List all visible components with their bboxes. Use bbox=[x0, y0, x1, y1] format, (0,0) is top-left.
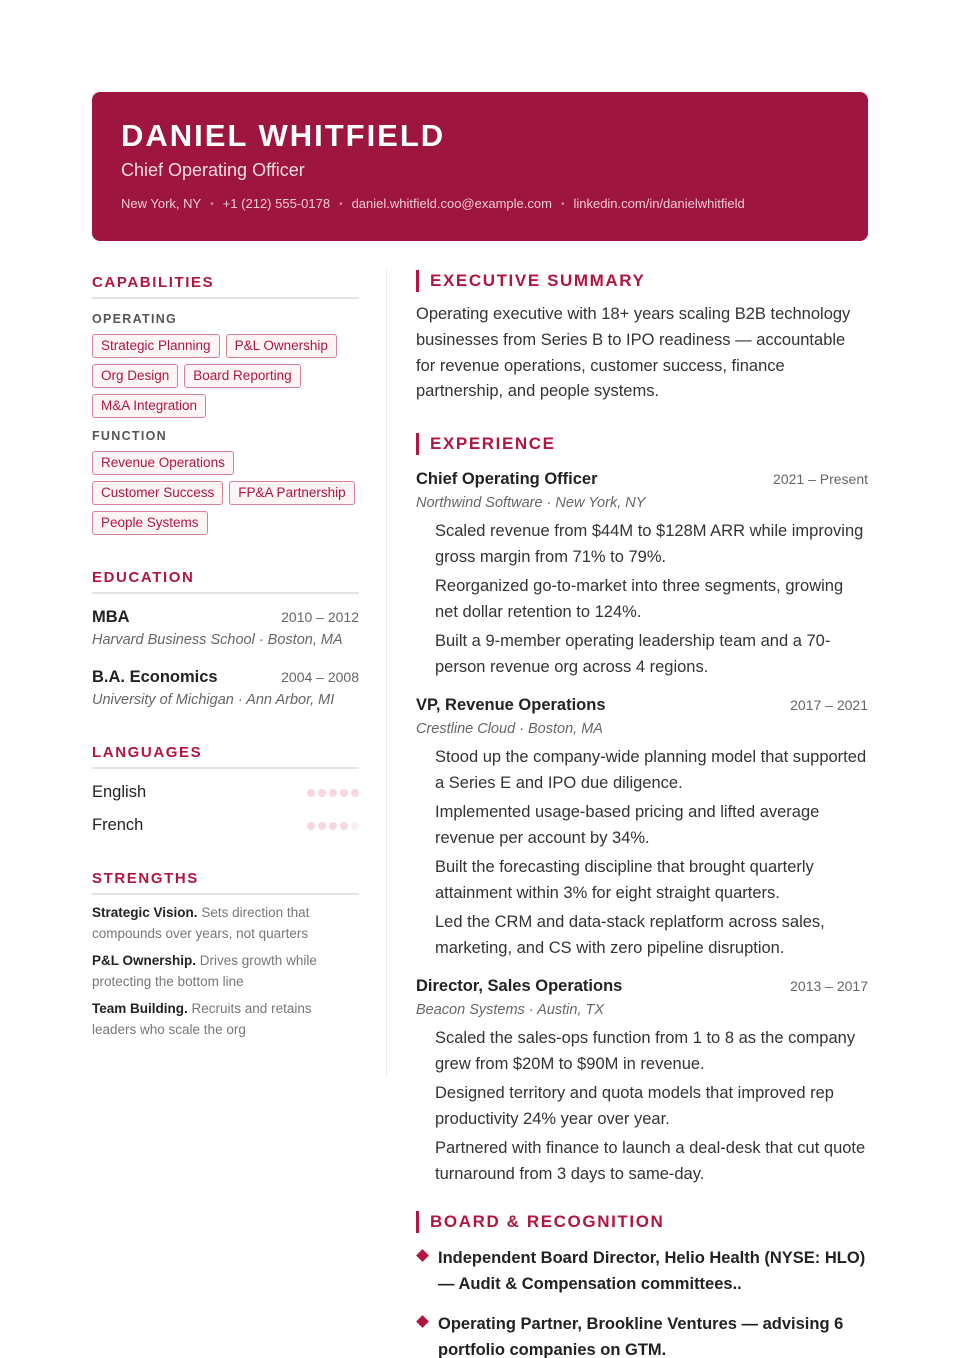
experience-heading bbox=[416, 433, 868, 455]
job-entry bbox=[416, 468, 868, 680]
languages-section bbox=[92, 742, 359, 842]
job-dates: 2013 – 2017 bbox=[790, 978, 868, 995]
strength-name: P&L Ownership. bbox=[92, 953, 197, 968]
contact-phone[interactable]: +1 (212) 555-0178 bbox=[222, 196, 331, 211]
heading-accent-bar bbox=[416, 270, 419, 292]
languages-heading: LANGUAGES bbox=[92, 742, 359, 769]
board-item bbox=[416, 1245, 868, 1297]
strength-name: Team Building. bbox=[92, 1001, 188, 1016]
level-dot-filled bbox=[340, 789, 348, 797]
job-bullet: Built a 9-member operating leadership team and a 70-person revenue org across 4 regions. bbox=[435, 632, 831, 676]
board-heading-text: BOARD & RECOGNITION bbox=[430, 1212, 665, 1232]
capability-tag: Board Reporting bbox=[184, 364, 300, 388]
summary-heading bbox=[416, 270, 868, 292]
job-dates: 2021 – Present bbox=[773, 471, 868, 488]
left-column bbox=[92, 272, 359, 1040]
strengths-section bbox=[92, 868, 359, 1040]
capability-tag: Strategic Planning bbox=[92, 334, 220, 358]
language-name: French bbox=[92, 816, 144, 834]
job-company: Northwind Software · New York, NY bbox=[416, 495, 646, 512]
diamond-bullet-icon bbox=[416, 1249, 429, 1262]
job-entry bbox=[416, 694, 868, 961]
job-title: Director, Sales Operations bbox=[416, 977, 623, 996]
job-bullets bbox=[416, 1026, 868, 1187]
level-dot-empty bbox=[351, 822, 359, 830]
job-bullets bbox=[416, 745, 868, 961]
language-name: English bbox=[92, 783, 147, 801]
contact-location: New York, NY bbox=[121, 196, 202, 211]
education-item bbox=[92, 606, 359, 650]
contact-separator: • bbox=[560, 199, 565, 210]
level-dot-filled bbox=[340, 822, 348, 830]
job-entry bbox=[416, 975, 868, 1187]
summary-section bbox=[416, 270, 868, 405]
candidate-role: Chief Operating Officer bbox=[121, 160, 305, 180]
job-title: Chief Operating Officer bbox=[416, 470, 598, 489]
education-years: 2004 – 2008 bbox=[281, 669, 359, 685]
summary-text: Operating executive with 18+ years scaling B2B technology businesses from Series B to IPO readiness — accountable for revenue operations, customer success, finance partnership, and people systems. bbox=[416, 305, 851, 401]
education-degree: B.A. Economics bbox=[92, 668, 218, 686]
job-bullet: Stood up the company-wide planning model that supported a Series E and IPO due diligence. bbox=[435, 748, 867, 792]
board-heading bbox=[416, 1211, 868, 1233]
contact-line bbox=[121, 195, 839, 214]
level-dot-filled bbox=[329, 789, 337, 797]
strengths-heading: STRENGTHS bbox=[92, 868, 359, 895]
contact-linkedin[interactable]: linkedin.com/in/danielwhitfield bbox=[573, 196, 745, 211]
right-column bbox=[416, 270, 868, 1358]
strength-desc: Recruits and retains leaders who scale the org bbox=[92, 1001, 312, 1037]
board-list bbox=[416, 1245, 868, 1358]
capability-group-label: FUNCTION bbox=[92, 429, 167, 443]
board-section bbox=[416, 1211, 868, 1358]
experience-heading-text: EXPERIENCE bbox=[430, 434, 556, 454]
summary-heading-text: EXECUTIVE SUMMARY bbox=[430, 271, 646, 290]
language-row bbox=[92, 809, 359, 842]
capability-tag: M&A Integration bbox=[92, 394, 206, 418]
column-divider bbox=[386, 270, 387, 1076]
experience-section bbox=[416, 433, 868, 1187]
strength-item bbox=[92, 999, 359, 1040]
level-dot-filled bbox=[318, 789, 326, 797]
capabilities-section bbox=[92, 272, 359, 535]
job-dates: 2017 – 2021 bbox=[790, 697, 868, 714]
language-row bbox=[92, 776, 359, 809]
job-bullet: Implemented usage-based pricing and lifted average revenue per account by 34%. bbox=[435, 803, 820, 847]
level-dot-filled bbox=[329, 822, 337, 830]
capability-tags bbox=[92, 334, 359, 418]
education-school: University of Michigan · Ann Arbor, MI bbox=[92, 692, 335, 708]
education-heading: EDUCATION bbox=[92, 567, 359, 594]
capability-tag: Org Design bbox=[92, 364, 178, 388]
strength-desc: Drives growth while protecting the bottom line bbox=[92, 953, 317, 989]
heading-accent-bar bbox=[416, 1211, 419, 1233]
capability-tag: P&L Ownership bbox=[226, 334, 337, 358]
job-company: Crestline Cloud · Boston, MA bbox=[416, 721, 603, 738]
contact-email[interactable]: daniel.whitfield.coo@example.com bbox=[351, 196, 552, 211]
education-section bbox=[92, 567, 359, 710]
heading-accent-bar bbox=[416, 433, 419, 455]
level-dot-filled bbox=[351, 789, 359, 797]
capability-group-label: OPERATING bbox=[92, 312, 178, 326]
contact-separator: • bbox=[339, 199, 343, 210]
capability-tags bbox=[92, 451, 359, 535]
education-years: 2010 – 2012 bbox=[281, 609, 359, 625]
board-item-text: Independent Board Director, Helio Health (NYSE: HLO) — Audit & Compensation committees.. bbox=[438, 1249, 866, 1294]
job-bullet: Scaled revenue from $44M to $128M ARR while improving gross margin from 71% to 79%. bbox=[435, 522, 864, 566]
strength-item bbox=[92, 903, 359, 944]
job-bullet: Led the CRM and data-stack replatform across sales, marketing, and CS with zero pipeline disruption. bbox=[435, 913, 825, 957]
diamond-bullet-icon bbox=[416, 1315, 429, 1328]
job-bullet: Partnered with finance to launch a deal-desk that cut quote turnaround from 3 days to same-day. bbox=[435, 1139, 866, 1183]
level-dot-filled bbox=[307, 789, 315, 797]
strength-desc: Sets direction that compounds over years, not quarters bbox=[92, 905, 310, 941]
language-level-dots bbox=[307, 789, 359, 797]
capability-tag: People Systems bbox=[92, 511, 208, 535]
candidate-name: DANIEL WHITFIELD bbox=[121, 118, 446, 153]
capability-tag: FP&A Partnership bbox=[229, 481, 354, 505]
level-dot-filled bbox=[307, 822, 315, 830]
job-title: VP, Revenue Operations bbox=[416, 696, 606, 715]
job-bullets bbox=[416, 519, 868, 680]
job-company: Beacon Systems · Austin, TX bbox=[416, 1002, 605, 1019]
education-degree: MBA bbox=[92, 608, 130, 626]
capability-tag: Customer Success bbox=[92, 481, 223, 505]
strength-item bbox=[92, 951, 359, 992]
board-item-text: Operating Partner, Brookline Ventures — advising 6 portfolio companies on GTM. bbox=[438, 1315, 844, 1358]
capability-tag: Revenue Operations bbox=[92, 451, 234, 475]
strength-name: Strategic Vision. bbox=[92, 905, 198, 920]
education-school: Harvard Business School · Boston, MA bbox=[92, 632, 343, 648]
resume-header bbox=[92, 92, 868, 241]
language-list bbox=[92, 776, 359, 842]
job-bullet: Designed territory and quota models that improved rep productivity 24% year over year. bbox=[435, 1084, 834, 1128]
level-dot-filled bbox=[318, 822, 326, 830]
job-bullet: Reorganized go-to-market into three segments, growing net dollar retention to 124%. bbox=[435, 577, 844, 621]
language-level-dots bbox=[307, 822, 359, 830]
education-item bbox=[92, 666, 359, 710]
job-bullet: Scaled the sales-ops function from 1 to 8 as the company grew from $20M to $90M in revenue. bbox=[435, 1029, 856, 1073]
board-item bbox=[416, 1311, 868, 1358]
capabilities-heading: CAPABILITIES bbox=[92, 272, 359, 299]
contact-separator: • bbox=[210, 199, 214, 210]
job-bullet: Built the forecasting discipline that brought quarterly attainment within 3% for eight straight quarters. bbox=[435, 858, 814, 902]
